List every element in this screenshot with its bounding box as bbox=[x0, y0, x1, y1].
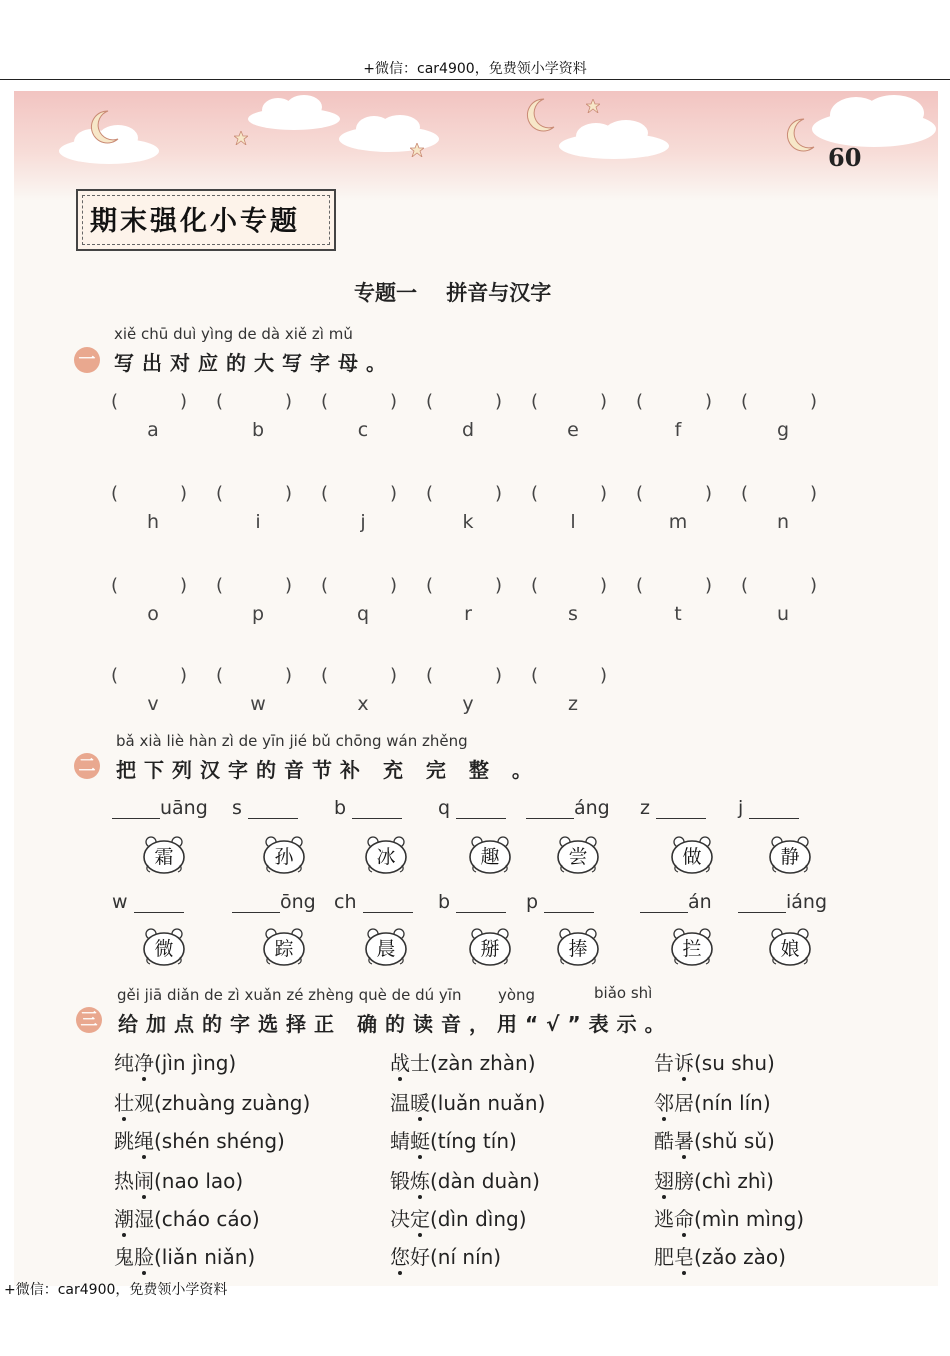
cloud-icon bbox=[334, 113, 444, 153]
answer-open-paren: ( bbox=[426, 391, 434, 412]
lowercase-letter: e bbox=[567, 419, 579, 441]
answer-open-paren: ( bbox=[216, 665, 224, 686]
lowercase-letter: d bbox=[461, 419, 475, 441]
pinyin-choice-item[interactable] bbox=[654, 1165, 774, 1194]
answer-open-paren: ( bbox=[741, 391, 749, 412]
hanzi-pig-tag bbox=[768, 927, 812, 967]
answer-open-paren: ( bbox=[321, 575, 329, 596]
section-1-pinyin: xiě chū duì yìng de dà xiě zì mǔ bbox=[114, 325, 353, 343]
hanzi-pig-tag bbox=[670, 927, 714, 967]
fill-in-line[interactable] bbox=[248, 800, 298, 819]
reading-options[interactable]: (zàn zhàn) bbox=[430, 1051, 536, 1075]
answer-open-paren: ( bbox=[531, 575, 539, 596]
answer-close-paren: ) bbox=[285, 575, 293, 596]
syllable-blank[interactable] bbox=[334, 891, 413, 913]
worksheet-page bbox=[14, 91, 938, 1286]
answer-close-paren: ) bbox=[600, 483, 608, 504]
hanzi-pig-tag bbox=[262, 927, 306, 967]
reading-options[interactable]: (shén shéng) bbox=[154, 1129, 285, 1153]
section-3-instruction: 给加点的字选择正 确的读音，用“√”表示。 bbox=[118, 1012, 673, 1036]
pinyin-choice-item[interactable] bbox=[390, 1203, 527, 1232]
moon-icon bbox=[786, 117, 816, 153]
pinyin-choice-item[interactable] bbox=[114, 1047, 236, 1076]
reading-options[interactable]: (zǎo zào) bbox=[694, 1245, 786, 1269]
reading-options[interactable]: (nao lao) bbox=[154, 1169, 244, 1193]
pinyin-choice-item[interactable] bbox=[390, 1125, 517, 1154]
star-icon bbox=[586, 99, 600, 113]
syllable-blank[interactable] bbox=[640, 797, 706, 819]
lowercase-letter: g bbox=[776, 419, 790, 441]
reading-options[interactable]: (jìn jìng) bbox=[154, 1051, 237, 1075]
word-char: 告 bbox=[654, 1051, 674, 1075]
lowercase-letter: n bbox=[776, 511, 790, 533]
cloud-icon bbox=[554, 119, 674, 161]
pinyin-choice-item[interactable] bbox=[114, 1125, 285, 1154]
fill-in-line[interactable] bbox=[112, 800, 160, 819]
answer-open-paren: ( bbox=[321, 483, 329, 504]
word-char: 酷 bbox=[654, 1129, 674, 1153]
word-char: 纯 bbox=[114, 1051, 134, 1075]
hanzi-pig-tag bbox=[364, 835, 408, 875]
answer-open-paren: ( bbox=[531, 391, 539, 412]
cloud-icon bbox=[804, 93, 938, 149]
star-icon bbox=[234, 131, 248, 145]
answer-open-paren: ( bbox=[636, 391, 644, 412]
answer-close-paren: ) bbox=[180, 483, 188, 504]
word-char: 居 bbox=[674, 1091, 694, 1115]
syllable-final: ōng bbox=[280, 891, 316, 913]
pinyin-choice-item[interactable] bbox=[654, 1203, 804, 1232]
word-char: 湿 bbox=[134, 1207, 154, 1231]
pinyin-choice-item[interactable] bbox=[654, 1087, 771, 1116]
word-char: 温 bbox=[390, 1091, 410, 1115]
syllable-final: uāng bbox=[160, 797, 208, 819]
reading-options[interactable]: (mìn mìng) bbox=[694, 1207, 805, 1231]
fill-in-line[interactable] bbox=[544, 894, 594, 913]
cloud-icon bbox=[244, 95, 344, 131]
answer-close-paren: ) bbox=[285, 483, 293, 504]
section-3-pinyin-yong: yòng bbox=[498, 986, 536, 1004]
hanzi-character: 捧 bbox=[568, 938, 588, 960]
hanzi-character: 孙 bbox=[274, 846, 294, 868]
fill-in-line[interactable] bbox=[640, 894, 688, 913]
hanzi-character: 趣 bbox=[480, 846, 500, 868]
word-char: 脸 bbox=[134, 1245, 154, 1269]
lowercase-letter: l bbox=[570, 511, 576, 533]
word-char: 热 bbox=[114, 1169, 134, 1193]
answer-close-paren: ) bbox=[810, 575, 818, 596]
answer-close-paren: ) bbox=[600, 575, 608, 596]
hanzi-character: 冰 bbox=[376, 846, 396, 868]
lowercase-letter: s bbox=[568, 603, 578, 625]
pinyin-choice-item[interactable] bbox=[390, 1241, 501, 1270]
syllable-initial: s bbox=[232, 797, 242, 819]
pinyin-choice-item[interactable] bbox=[114, 1087, 310, 1116]
syllable-blank[interactable] bbox=[526, 891, 594, 913]
section-3-pinyin: gěi jiā diǎn de zì xuǎn zé zhèng què de dú yīn bbox=[117, 986, 462, 1004]
fill-in-line[interactable] bbox=[134, 894, 184, 913]
hanzi-character: 掰 bbox=[480, 938, 500, 960]
syllable-final: án bbox=[688, 891, 712, 913]
word-char: 闹 bbox=[134, 1169, 154, 1193]
fill-in-line[interactable] bbox=[363, 894, 413, 913]
reading-options[interactable]: (shǔ sǔ) bbox=[694, 1129, 775, 1153]
reading-options[interactable]: (zhuàng zuàng) bbox=[154, 1091, 311, 1115]
reading-options[interactable]: (cháo cáo) bbox=[154, 1207, 260, 1231]
answer-close-paren: ) bbox=[180, 391, 188, 412]
answer-open-paren: ( bbox=[426, 575, 434, 596]
lowercase-letter: b bbox=[251, 419, 265, 441]
answer-open-paren: ( bbox=[636, 575, 644, 596]
pinyin-choice-item[interactable] bbox=[390, 1087, 545, 1116]
lowercase-letter: u bbox=[776, 603, 790, 625]
section-2-instruction: 把下列汉字的音节补 充 完 整 。 bbox=[116, 758, 540, 782]
fill-in-line[interactable] bbox=[656, 800, 706, 819]
syllable-blank[interactable] bbox=[438, 891, 506, 913]
hanzi-character: 拦 bbox=[682, 938, 702, 960]
word-char: 蜻 bbox=[390, 1129, 410, 1153]
word-char: 士 bbox=[410, 1051, 430, 1075]
pinyin-choice-item[interactable] bbox=[114, 1165, 243, 1194]
section-2-badge: 二 bbox=[74, 753, 100, 779]
word-char: 锻 bbox=[390, 1169, 410, 1193]
syllable-blank[interactable] bbox=[438, 797, 506, 819]
reading-options[interactable]: (luǎn nuǎn) bbox=[430, 1091, 546, 1115]
moon-icon bbox=[90, 109, 120, 145]
reading-options[interactable]: (su shu) bbox=[694, 1051, 775, 1075]
hanzi-pig-tag bbox=[670, 835, 714, 875]
word-char: 决 bbox=[390, 1207, 410, 1231]
answer-open-paren: ( bbox=[216, 575, 224, 596]
word-char: 邻 bbox=[654, 1091, 674, 1115]
answer-close-paren: ) bbox=[600, 665, 608, 686]
syllable-initial: b bbox=[334, 797, 347, 819]
hanzi-character: 踪 bbox=[274, 938, 294, 960]
answer-close-paren: ) bbox=[600, 391, 608, 412]
answer-open-paren: ( bbox=[741, 575, 749, 596]
word-char: 您 bbox=[390, 1245, 410, 1269]
answer-open-paren: ( bbox=[216, 483, 224, 504]
answer-open-paren: ( bbox=[111, 575, 119, 596]
top-watermark: +微信：car4900，免费领小学资料 bbox=[363, 61, 587, 77]
bottom-watermark: +微信：car4900，免费领小学资料 bbox=[4, 1282, 228, 1298]
pinyin-choice-item[interactable] bbox=[114, 1241, 255, 1270]
header-banner bbox=[14, 91, 938, 201]
word-char: 净 bbox=[134, 1051, 154, 1075]
syllable-blank[interactable] bbox=[738, 891, 827, 913]
pinyin-choice-item[interactable] bbox=[390, 1047, 536, 1076]
answer-close-paren: ) bbox=[180, 575, 188, 596]
answer-open-paren: ( bbox=[426, 665, 434, 686]
word-char: 命 bbox=[674, 1207, 694, 1231]
syllable-initial: z bbox=[640, 797, 650, 819]
answer-close-paren: ) bbox=[495, 575, 503, 596]
reading-options[interactable]: (liǎn niǎn) bbox=[154, 1245, 256, 1269]
pinyin-choice-item[interactable] bbox=[114, 1203, 260, 1232]
hanzi-character: 霜 bbox=[154, 846, 174, 868]
syllable-blank[interactable] bbox=[232, 797, 298, 819]
word-char: 跳 bbox=[114, 1129, 134, 1153]
syllable-initial: q bbox=[438, 797, 451, 819]
hanzi-pig-tag bbox=[556, 835, 600, 875]
answer-close-paren: ) bbox=[495, 483, 503, 504]
word-char: 潮 bbox=[114, 1207, 134, 1231]
topic-subtitle: 专题一 拼音与汉字 bbox=[354, 280, 552, 305]
answer-open-paren: ( bbox=[531, 483, 539, 504]
hanzi-pig-tag bbox=[364, 927, 408, 967]
word-char: 暖 bbox=[410, 1091, 430, 1115]
syllable-blank[interactable] bbox=[640, 891, 712, 913]
lowercase-letter: o bbox=[147, 603, 159, 625]
pinyin-choice-item[interactable] bbox=[654, 1125, 775, 1154]
answer-close-paren: ) bbox=[495, 391, 503, 412]
syllable-initial: w bbox=[112, 891, 128, 913]
hanzi-character: 晨 bbox=[376, 938, 396, 960]
answer-close-paren: ) bbox=[810, 391, 818, 412]
answer-open-paren: ( bbox=[531, 665, 539, 686]
syllable-initial: j bbox=[738, 797, 744, 819]
section-1-badge: 一 bbox=[74, 347, 100, 373]
syllable-blank[interactable] bbox=[112, 797, 208, 819]
lowercase-letter: q bbox=[356, 603, 370, 625]
syllable-blank[interactable] bbox=[112, 891, 184, 913]
fill-in-line[interactable] bbox=[456, 894, 506, 913]
answer-close-paren: ) bbox=[390, 575, 398, 596]
section-1-instruction: 写出对应的大写字母。 bbox=[114, 351, 394, 375]
reading-options[interactable]: (dìn dìng) bbox=[430, 1207, 527, 1231]
lowercase-letter: c bbox=[357, 419, 369, 441]
syllable-blank[interactable] bbox=[232, 891, 316, 913]
pinyin-choice-item[interactable] bbox=[390, 1165, 540, 1194]
fill-in-line[interactable] bbox=[526, 800, 574, 819]
lowercase-letter: p bbox=[251, 603, 265, 625]
syllable-initial: b bbox=[438, 891, 451, 913]
word-char: 炼 bbox=[410, 1169, 430, 1193]
hanzi-pig-tag bbox=[262, 835, 306, 875]
lowercase-letter: k bbox=[462, 511, 474, 533]
answer-close-paren: ) bbox=[285, 391, 293, 412]
answer-close-paren: ) bbox=[390, 391, 398, 412]
fill-in-line[interactable] bbox=[456, 800, 506, 819]
word-char: 暑 bbox=[674, 1129, 694, 1153]
section-3-pinyin-biaoshi: biǎo shì bbox=[594, 984, 653, 1002]
hanzi-pig-tag bbox=[142, 927, 186, 967]
word-char: 诉 bbox=[674, 1051, 694, 1075]
main-title: 期末强化小专题 bbox=[90, 206, 300, 237]
hanzi-pig-tag bbox=[468, 835, 512, 875]
fill-in-line[interactable] bbox=[738, 894, 786, 913]
answer-open-paren: ( bbox=[111, 391, 119, 412]
answer-open-paren: ( bbox=[636, 483, 644, 504]
word-char: 逃 bbox=[654, 1207, 674, 1231]
hanzi-character: 静 bbox=[780, 846, 800, 868]
hanzi-pig-tag bbox=[142, 835, 186, 875]
hanzi-character: 娘 bbox=[780, 938, 800, 960]
hanzi-pig-tag bbox=[556, 927, 600, 967]
lowercase-letter: t bbox=[674, 603, 682, 625]
answer-close-paren: ) bbox=[705, 391, 713, 412]
word-char: 壮 bbox=[114, 1091, 134, 1115]
lowercase-letter: a bbox=[147, 419, 159, 441]
word-char: 皂 bbox=[674, 1245, 694, 1269]
answer-open-paren: ( bbox=[216, 391, 224, 412]
lowercase-letter: x bbox=[357, 693, 369, 715]
word-char: 蜓 bbox=[410, 1129, 430, 1153]
section-3-badge: 三 bbox=[76, 1007, 102, 1033]
answer-close-paren: ) bbox=[705, 483, 713, 504]
reading-options[interactable]: (chì zhì) bbox=[694, 1169, 774, 1193]
reading-options[interactable]: (dàn duàn) bbox=[430, 1169, 540, 1193]
lowercase-letter: r bbox=[464, 603, 472, 625]
pinyin-choice-item[interactable] bbox=[654, 1047, 775, 1076]
star-icon bbox=[410, 143, 424, 157]
lowercase-letter: j bbox=[360, 511, 366, 533]
word-char: 好 bbox=[410, 1245, 430, 1269]
answer-open-paren: ( bbox=[321, 665, 329, 686]
lowercase-letter: h bbox=[146, 511, 160, 533]
answer-close-paren: ) bbox=[495, 665, 503, 686]
word-char: 定 bbox=[410, 1207, 430, 1231]
pinyin-choice-item[interactable] bbox=[654, 1241, 786, 1270]
answer-open-paren: ( bbox=[111, 483, 119, 504]
answer-close-paren: ) bbox=[705, 575, 713, 596]
moon-icon bbox=[526, 97, 556, 133]
hanzi-pig-tag bbox=[468, 927, 512, 967]
answer-open-paren: ( bbox=[321, 391, 329, 412]
hanzi-character: 做 bbox=[682, 846, 702, 868]
lowercase-letter: i bbox=[255, 511, 261, 533]
word-char: 膀 bbox=[674, 1169, 694, 1193]
reading-options[interactable]: (nín lín) bbox=[694, 1091, 771, 1115]
lowercase-letter: m bbox=[668, 511, 688, 533]
hanzi-character: 尝 bbox=[568, 846, 588, 868]
word-char: 绳 bbox=[134, 1129, 154, 1153]
syllable-initial: p bbox=[526, 891, 539, 913]
lowercase-letter: z bbox=[568, 693, 578, 715]
word-char: 肥 bbox=[654, 1245, 674, 1269]
section-2-pinyin: bǎ xià liè hàn zì de yīn jié bǔ chōng wán zhěng bbox=[116, 732, 468, 750]
syllable-blank[interactable] bbox=[334, 797, 402, 819]
reading-options[interactable]: (tíng tín) bbox=[430, 1129, 517, 1153]
word-char: 战 bbox=[390, 1051, 410, 1075]
main-title-box bbox=[76, 189, 336, 251]
lowercase-letter: v bbox=[147, 693, 159, 715]
word-char: 翅 bbox=[654, 1169, 674, 1193]
syllable-final: iáng bbox=[786, 891, 828, 913]
syllable-blank[interactable] bbox=[526, 797, 610, 819]
hanzi-character: 微 bbox=[154, 938, 174, 960]
answer-close-paren: ) bbox=[390, 483, 398, 504]
lowercase-letter: f bbox=[674, 419, 682, 441]
syllable-final: áng bbox=[574, 797, 610, 819]
word-char: 观 bbox=[134, 1091, 154, 1115]
lowercase-letter: w bbox=[250, 693, 266, 715]
top-divider bbox=[0, 79, 950, 80]
answer-close-paren: ) bbox=[180, 665, 188, 686]
answer-open-paren: ( bbox=[426, 483, 434, 504]
answer-open-paren: ( bbox=[741, 483, 749, 504]
fill-in-line[interactable] bbox=[749, 800, 799, 819]
answer-close-paren: ) bbox=[285, 665, 293, 686]
reading-options[interactable]: (ní nín) bbox=[430, 1245, 502, 1269]
page-number: 60 bbox=[828, 143, 862, 172]
lowercase-letter: y bbox=[462, 693, 474, 715]
answer-open-paren: ( bbox=[111, 665, 119, 686]
fill-in-line[interactable] bbox=[232, 894, 280, 913]
hanzi-pig-tag bbox=[768, 835, 812, 875]
word-char: 鬼 bbox=[114, 1245, 134, 1269]
answer-close-paren: ) bbox=[810, 483, 818, 504]
syllable-blank[interactable] bbox=[738, 797, 799, 819]
answer-close-paren: ) bbox=[390, 665, 398, 686]
syllable-initial: ch bbox=[334, 891, 357, 913]
fill-in-line[interactable] bbox=[352, 800, 402, 819]
